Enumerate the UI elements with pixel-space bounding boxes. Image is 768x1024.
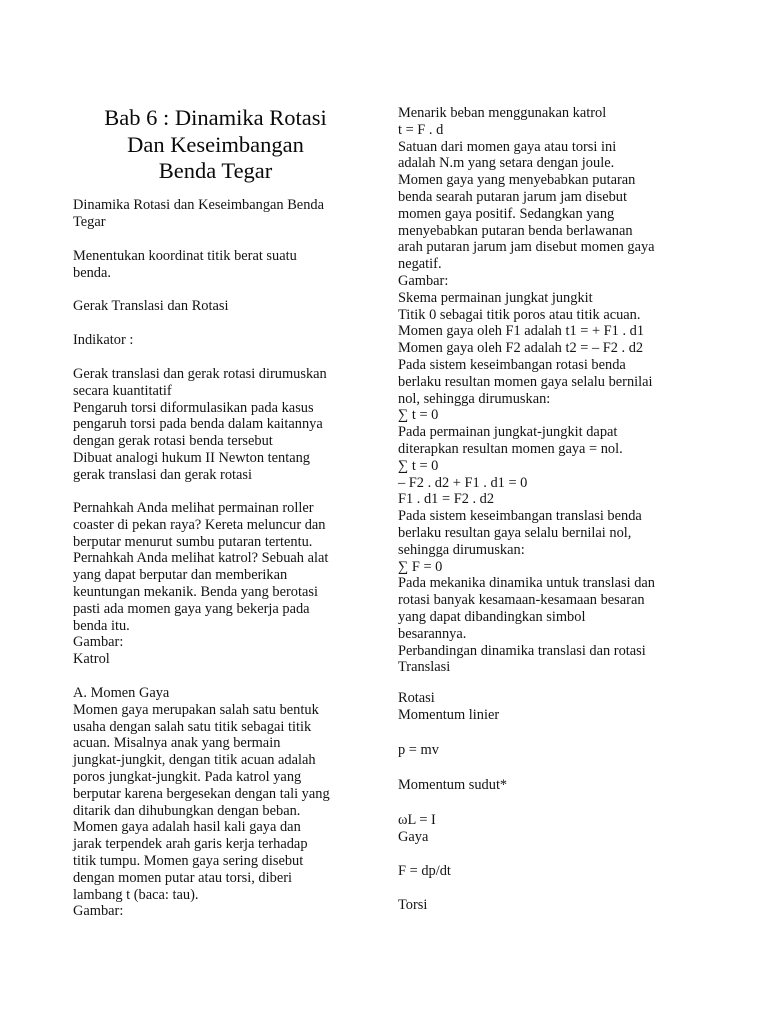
text-line: Rotasi xyxy=(398,690,435,706)
text-line: F = dp/dt xyxy=(398,863,451,879)
text-line: – F2 . d2 + F1 . d1 = 0 xyxy=(398,474,528,491)
text-line: Momentum linier xyxy=(398,706,500,723)
text-line: Momen gaya merupakan salah satu bentuk xyxy=(73,701,319,718)
text-line: Pada permainan jungkat-jungkit dapat xyxy=(398,424,618,441)
text-line: yang dapat berputar dan memberikan xyxy=(73,567,288,584)
text-line: menyebabkan putaran benda berlawanan xyxy=(398,222,633,239)
text-line: ωL = I xyxy=(398,812,436,828)
text-paragraph xyxy=(398,105,698,676)
text-line: Gerak Translasi dan Rotasi xyxy=(73,298,229,314)
text-paragraph xyxy=(73,298,358,315)
text-line: lambang t (baca: tau). xyxy=(73,886,199,903)
text-paragraph xyxy=(73,500,358,668)
chapter-title-line: Bab 6 : Dinamika Rotasi xyxy=(104,105,327,130)
text-line: titik tumpu. Momen gaya sering disebut xyxy=(73,852,304,869)
text-line: dengan momen putar atau torsi, diberi xyxy=(73,869,292,886)
text-line: nol, sehingga dirumuskan: xyxy=(398,390,551,407)
text-line: Gambar: xyxy=(73,903,124,920)
text-line: F1 . d1 = F2 . d2 xyxy=(398,491,495,508)
text-line: momen gaya positif. Sedangkan yang xyxy=(398,205,615,222)
text-paragraph xyxy=(73,197,358,231)
text-line: berputar karena bergesekan dengan tali yang xyxy=(73,785,330,802)
text-line: yang dapat dibandingkan simbol xyxy=(398,608,586,625)
text-line: Katrol xyxy=(73,651,110,668)
text-line: Gaya xyxy=(398,828,429,845)
text-paragraph xyxy=(398,863,698,880)
text-line: Gambar: xyxy=(398,272,449,289)
text-paragraph xyxy=(73,366,358,484)
text-line: ∑ t = 0 xyxy=(398,457,439,474)
text-line: Pernahkah Anda melihat permainan roller xyxy=(73,500,314,516)
text-paragraph xyxy=(398,777,698,794)
text-line: benda searah putaran jarum jam disebut xyxy=(398,188,627,205)
text-line: gerak translasi dan gerak rotasi xyxy=(73,466,253,483)
text-line: Tegar xyxy=(73,213,106,230)
text-line: Momen gaya adalah hasil kali gaya dan xyxy=(73,819,301,836)
text-line: Titik 0 sebagai titik poros atau titik acuan. xyxy=(398,306,641,323)
text-line: Pada sistem keseimbangan rotasi benda xyxy=(398,356,626,373)
text-line: ditarik dan dihubungkan dengan beban. xyxy=(73,802,301,819)
text-line: usaha dengan salah satu titik sebagai titik xyxy=(73,718,312,735)
text-line: Pada sistem keseimbangan translasi benda xyxy=(398,508,642,525)
text-line: rotasi banyak kesamaan-kesamaan besaran xyxy=(398,592,645,609)
text-line: besarannya. xyxy=(398,625,467,642)
text-paragraph xyxy=(398,742,698,759)
text-line: Translasi xyxy=(398,659,451,676)
text-line: Dinamika Rotasi dan Keseimbangan Benda xyxy=(73,197,324,213)
text-line: pengaruh torsi pada benda dalam kaitannya xyxy=(73,416,323,433)
text-line: berlaku resultan gaya selalu bernilai nol, xyxy=(398,524,632,541)
text-line: Pernahkah Anda melihat katrol? Sebuah alat xyxy=(73,550,329,567)
chapter-title-line: Dan Keseimbangan xyxy=(127,131,304,157)
chapter-title xyxy=(73,105,358,185)
text-line: sehingga dirumuskan: xyxy=(398,541,525,558)
text-paragraph xyxy=(398,897,698,914)
text-line: Dibuat analogi hukum II Newton tentang xyxy=(73,449,310,466)
text-paragraph xyxy=(398,812,698,846)
text-line: berlaku resultan momen gaya selalu bernilai xyxy=(398,373,653,390)
text-line: Perbandingan dinamika translasi dan rotasi xyxy=(398,642,646,659)
text-line: ∑ F = 0 xyxy=(398,558,443,575)
text-line: p = mv xyxy=(398,742,439,758)
text-line: Momen gaya yang menyebabkan putaran xyxy=(398,172,636,189)
text-line: Momen gaya oleh F1 adalah t1 = + F1 . d1 xyxy=(398,323,645,340)
text-line: diterapkan resultan momen gaya = nol. xyxy=(398,440,623,457)
text-line: secara kuantitatif xyxy=(73,382,172,399)
text-paragraph xyxy=(73,332,358,349)
text-line: acuan. Misalnya anak yang bermain xyxy=(73,735,281,752)
text-line: Pada mekanika dinamika untuk translasi dan xyxy=(398,575,655,592)
text-line: berputar menurut sumbu putaran tertentu. xyxy=(73,533,313,550)
text-line: Momentum sudut* xyxy=(398,777,508,793)
text-line: t = F . d xyxy=(398,121,444,138)
text-line: ∑ t = 0 xyxy=(398,407,439,424)
text-line: Torsi xyxy=(398,897,428,913)
text-line: keuntungan mekanik. Benda yang berotasi xyxy=(73,583,318,600)
text-line: benda. xyxy=(73,264,111,281)
text-line: Momen gaya oleh F2 adalah t2 = – F2 . d2 xyxy=(398,340,644,357)
text-line: Skema permainan jungkat jungkit xyxy=(398,289,593,306)
text-paragraph xyxy=(398,690,698,724)
text-line: Menentukan koordinat titik berat suatu xyxy=(73,248,297,264)
text-line: Satuan dari momen gaya atau torsi ini xyxy=(398,138,617,155)
text-line: benda itu. xyxy=(73,617,130,634)
text-line: coaster di pekan raya? Kereta meluncur dan xyxy=(73,516,326,533)
text-paragraph xyxy=(73,685,358,920)
text-line: Indikator : xyxy=(73,332,134,348)
text-line: poros jungkat-jungkit. Pada katrol yang xyxy=(73,768,302,785)
text-line: jungkat-jungkit, dengan titik acuan adalah xyxy=(73,752,316,769)
text-line: arah putaran jarum jam disebut momen gaya xyxy=(398,239,655,256)
text-line: dengan gerak rotasi benda tersebut xyxy=(73,433,273,450)
text-line: Gambar: xyxy=(73,634,124,651)
text-line: pasti ada momen gaya yang bekerja pada xyxy=(73,600,310,617)
chapter-title-line: Benda Tegar xyxy=(158,158,273,183)
text-line: Gerak translasi dan gerak rotasi dirumuskan xyxy=(73,366,327,382)
text-line: negatif. xyxy=(398,256,442,273)
text-line: adalah N.m yang setara dengan joule. xyxy=(398,155,615,172)
text-line: Pengaruh torsi diformulasikan pada kasus xyxy=(73,399,314,416)
text-line: A. Momen Gaya xyxy=(73,685,170,701)
text-line: Menarik beban menggunakan katrol xyxy=(398,105,607,121)
text-line: jarak terpendek arah garis kerja terhadap xyxy=(73,836,308,853)
text-paragraph xyxy=(73,248,358,282)
